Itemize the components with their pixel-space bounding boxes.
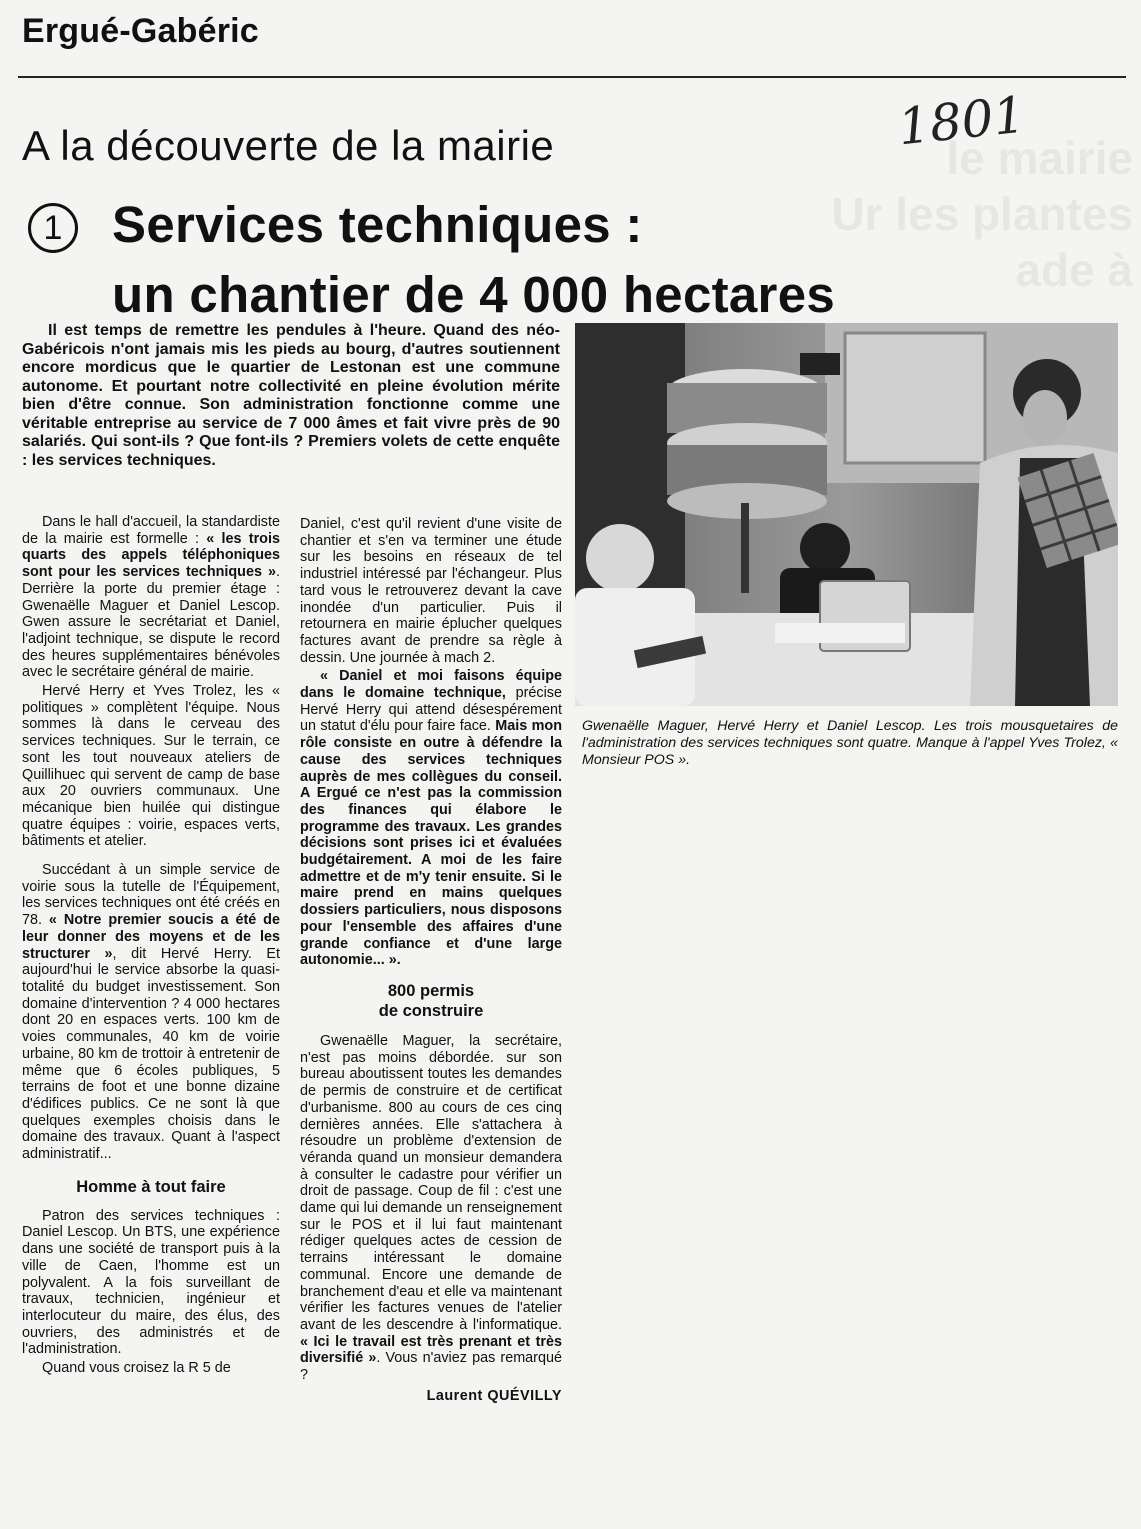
overline: A la découverte de la mairie [22, 122, 555, 169]
section-rule [18, 76, 1126, 78]
bleed-through-line: le mairie [946, 132, 1133, 184]
quote: Mais mon rôle consiste en outre à défendre la cause des services techniques auprès de mes collègues du conseil. A Ergué ce n'est pas la commission des finances qui élabore le programme des travaux. Les grandes décisions sont prises ici et évaluées budgétairement. A moi de les faire admettre et de m'y tenir ensuite. Si le maire prend en mains quelques dossiers particuliers, nous disposons pour l'ensemble des affaires d'une grande confiance et d'une large autonomie... ». [300, 718, 562, 969]
headline-line-2: un chantier de 4 000 hectares [112, 266, 836, 323]
paragraph: Succédant à un simple service de voirie sous la tutelle de l'Équipement, les services techniques ont été créés en 78. « Notre premier soucis a été de leur donner des moyens et de les structurer », dit Hervé Herry. Et aujourd'hui le service absorbe la quasi-totalité du budget investissement. Son domaine d'intervention ? 4 000 hectares dont 20 en espaces verts. 100 km de voies communales, 40 km de voirie urbaine, 80 km de trottoir à entretenir de même que 6 écoles publiques, 5 terrains de foot et une bonne dizaine d'édifices publics. Ce ne sont là que quelques exemples choisis dans le domaine des travaux. Quant à l'aspect administratif... [22, 862, 280, 1163]
bleed-through-line: Ur les plantes [831, 188, 1133, 240]
quote: « Notre premier soucis a été de leur donner des moyens et de les structurer » [22, 912, 280, 962]
office-photo [575, 323, 1118, 706]
photo-illustration [575, 323, 1118, 706]
paragraph: Quand vous croisez la R 5 de [42, 1360, 231, 1377]
paragraph: Hervé Herry et Yves Trolez, les « politiques » complètent l'équipe. Nous sommes là dans le cerveau des services techniques. Sur le terrain, ce sont les tout nouveaux ateliers de Quillihuec qui servent de camp de base aux 20 ouvriers communaux. Une mécanique bien huilée qui distingue quatre équipes : voirie, espaces verts, bâtiments et atelier. [22, 683, 280, 850]
paragraph: « Daniel et moi faisons équipe dans le domaine technique, précise Hervé Herry qui attend désespérement un statut d'élu pour faire face. Mais mon rôle consiste en outre à défendre la cause des services techniques auprès de mes collègues du conseil. A Ergué ce n'est pas la commission des finances qui élabore le programme des travaux. Les grandes décisions sont prises ici et évaluées budgétairement. A moi de les faire admettre et de m'y tenir ensuite. Si le maire prend en mains quelques dossiers particuliers, nous disposons pour l'ensemble des affaires d'une grande confiance et d'une large autonomie... ». [300, 668, 563, 969]
episode-number: 1 [28, 203, 78, 253]
column-2 [300, 516, 562, 1404]
paragraph: Dans le hall d'accueil, la standardiste de la mairie est formelle : « les trois quarts des appels téléphoniques sont pour les services techniques ». Derrière la porte du premier étage : Gwenaëlle Maguer et Daniel Lescop. Gwen assure le secrétariat et Daniel, l'adjoint technique, se dispute le record des heures supplémentaires bénévoles avec le secrétaire général de mairie. [22, 514, 280, 681]
section-title: Ergué-Gabéric [22, 12, 259, 50]
quote: « les trois quarts des appels téléphoniques sont pour les services techniques » [22, 530, 280, 581]
byline: Laurent QUÉVILLY [426, 1387, 562, 1404]
subheading: 800 permis de construire [378, 981, 484, 1020]
headline [112, 190, 952, 330]
bleed-through-line: ade à [1015, 244, 1133, 296]
photo-caption: Gwenaëlle Maguer, Hervé Herry et Daniel Lescop. Les trois mousquetaires de l'administration des services techniques sont quatre. Manque à l'appel Yves Trolez, « Monsieur POS ». [582, 718, 1118, 768]
paragraph: Daniel, c'est qu'il revient d'une visite de chantier et s'en va terminer une étude sur les besoins en réseaux de tel industriel intéressé par l'échangeur. Plus tard vous le retrouverez devant la cave inondée d'un particulier. Puis il retournera en mairie éplucher quelques factures avant de prendre sa règle à dessin. Une journée à mach 2. [300, 516, 562, 666]
lead-paragraph: Il est temps de remettre les pendules à l'heure. Quand des néo-Gabéricois n'ont jamais mis les pieds au bourg, d'autres soutiennent encore mordicus que le quartier de Lestonan est une commune autonome. Et pourtant notre collectivité en pleine évolution mérite bien d'être connue. Son administration fonctionne comme une véritable entreprise au service de 7 000 âmes et fait vivre près de 90 salariés. Qui sont-ils ? Que font-ils ? Premiers volets de cette enquête : les services techniques. [22, 322, 560, 469]
column-1 [22, 514, 280, 1377]
headline-line-1: Services techniques : [112, 196, 643, 253]
handwritten-annotation: 1801 [895, 85, 1028, 157]
subheading: Homme à tout faire [76, 1177, 226, 1196]
quote: « Daniel et moi faisons équipe dans le domaine technique, [300, 668, 562, 702]
paragraph: Patron des services techniques : Daniel Lescop. Un BTS, une expérience dans une société de transport puis à la ville de Caen, l'homme est un polyvalent. A la fois surveillant de travaux, technicien, ingénieur et interlocuteur du maire, des élus, des ouvriers, des administrés et de l'administration. [22, 1207, 280, 1358]
quote: « Ici le travail est très prenant et très diversifié » [300, 1333, 562, 1367]
paragraph: Gwenaëlle Maguer, la secrétaire, n'est pas moins débordée. sur son bureau aboutissent toutes les demandes de permis de construire et de certificat d'urbanisme. 800 au cours de ces cinq dernières années. Elle s'attachera à résoudre un problème d'extension de véranda quand un monsieur demandera à consulter le cadastre pour vérifier un droit de passage. Coup de fil : c'est une dame qui lui demande un renseignement sur le POS et il lui faut maintenant rédiger quelques actes de cession de terrains intéressant le domaine communal. Encore une demande de branchement d'eau et elle va maintenant vérifier les factures venues de l'atelier avant de les descendre à l'informatique. « Ici le travail est très prenant et très diversifié ». Vous n'aviez pas remarqué ? [300, 1032, 562, 1384]
